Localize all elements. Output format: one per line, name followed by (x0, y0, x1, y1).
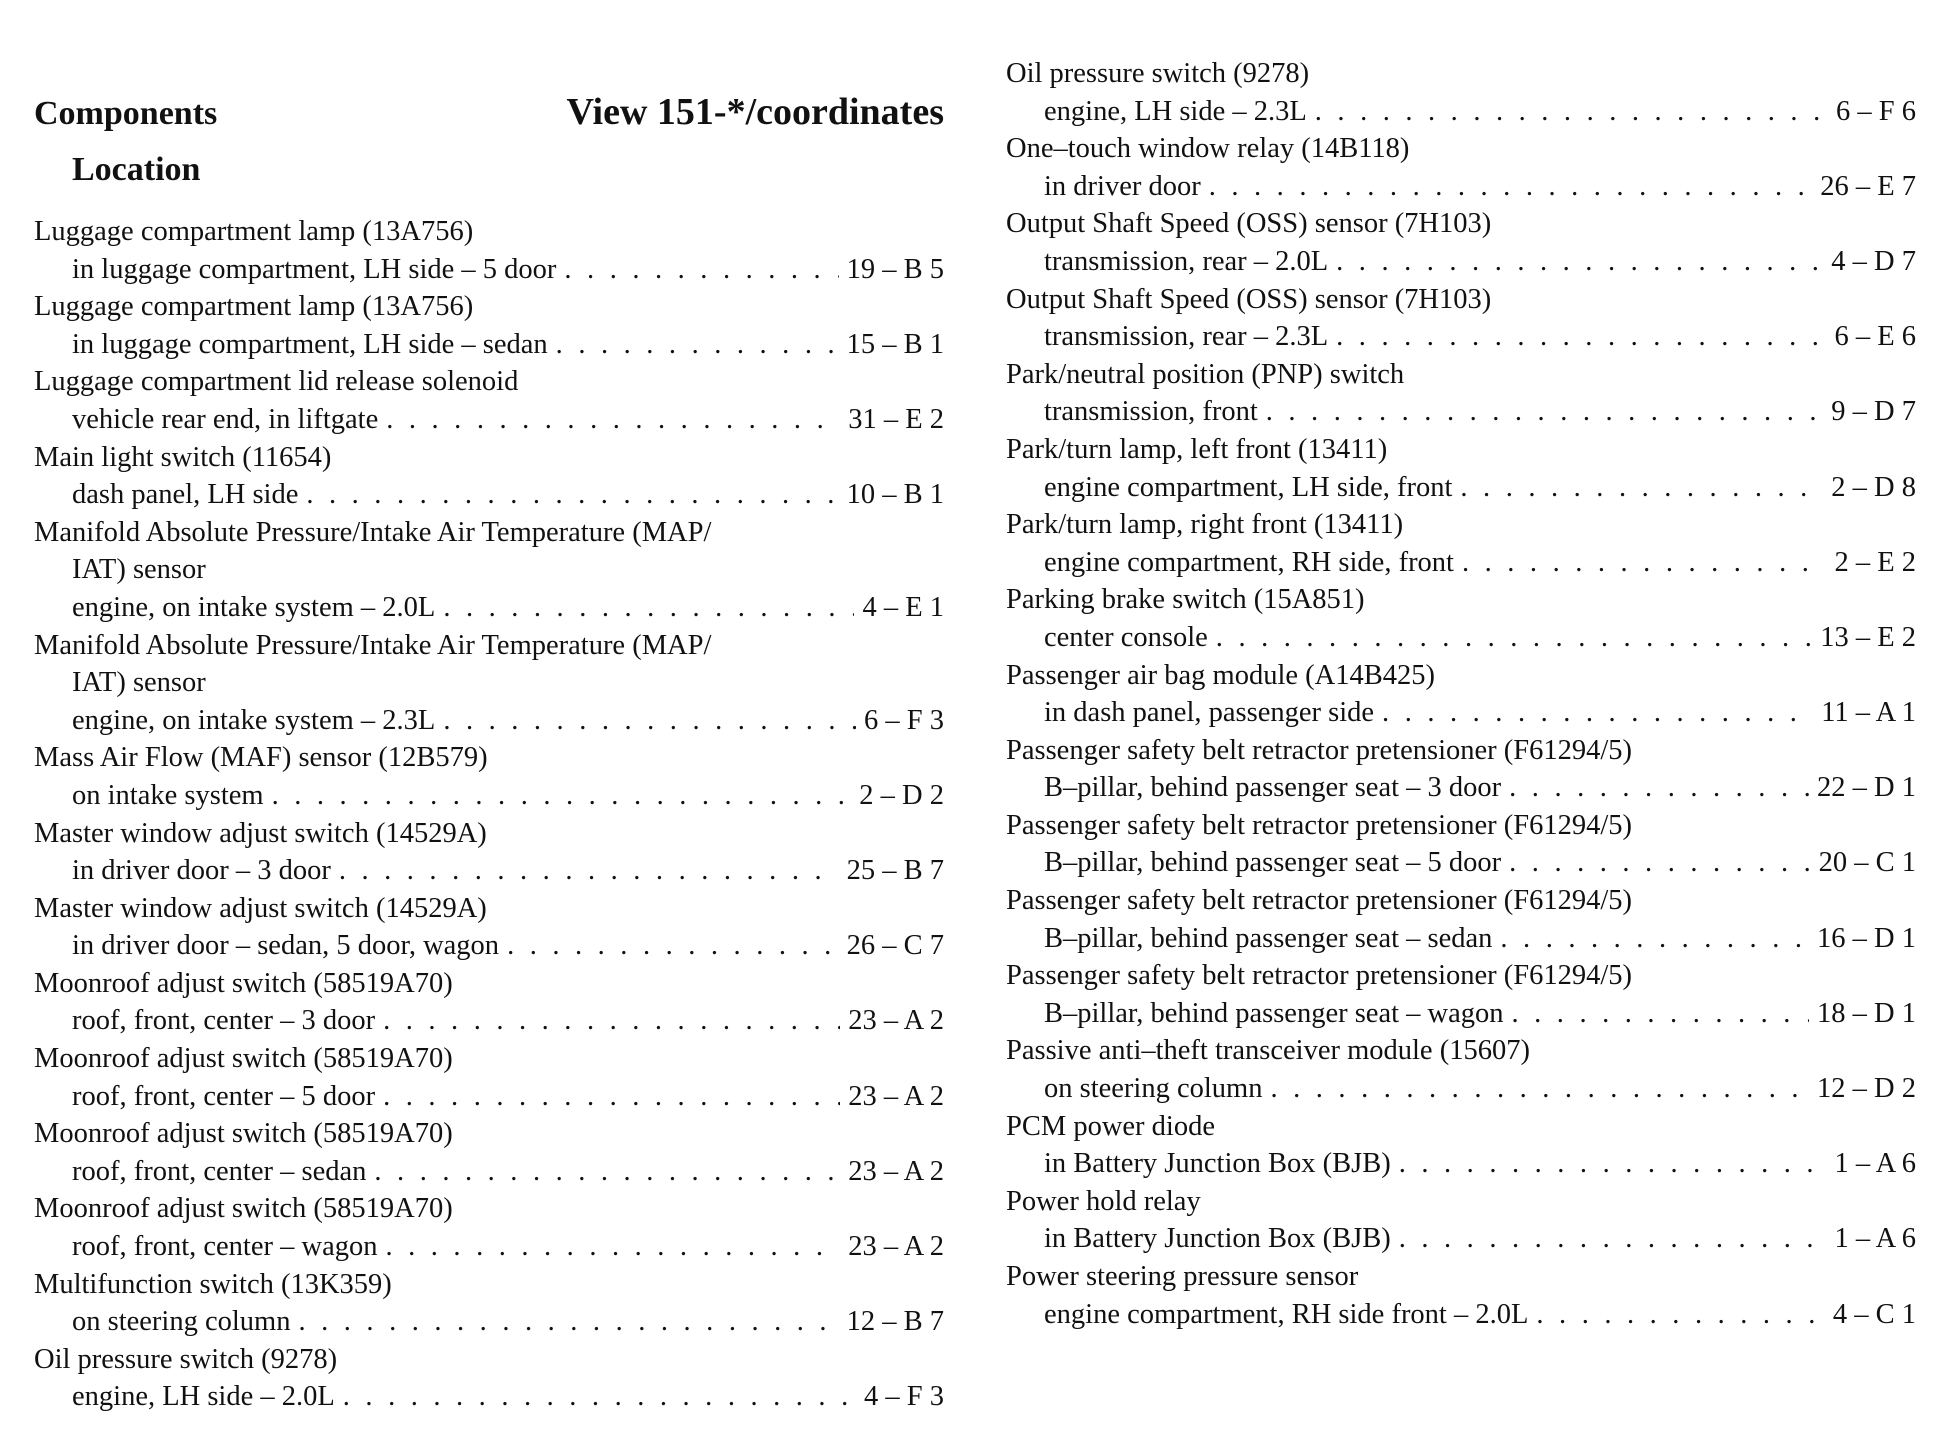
component-location: in luggage compartment, LH side – 5 door (72, 253, 557, 285)
component-entry (34, 1190, 944, 1265)
location-line (34, 852, 944, 890)
location-line (34, 1378, 944, 1416)
location-line (34, 1078, 944, 1116)
component-title: Moonroof adjust switch (58519A70) (34, 967, 453, 999)
component-title: Main light switch (11654) (34, 441, 332, 473)
component-location: in Battery Junction Box (BJB) (1044, 1148, 1391, 1180)
dot-leader (383, 1078, 840, 1116)
view-coordinates-heading: View 151-*/coordinates (566, 91, 944, 133)
location-line (34, 927, 944, 965)
component-title: Output Shaft Speed (OSS) sensor (7H103) (1006, 208, 1492, 240)
component-entry (1006, 1258, 1916, 1333)
component-location: roof, front, center – wagon (72, 1231, 378, 1263)
location-line (34, 1153, 944, 1191)
view-coordinate: 2 – D 2 (859, 779, 944, 811)
component-title: Oil pressure switch (9278) (1006, 58, 1310, 89)
view-coordinate: 2 – D 8 (1831, 471, 1916, 503)
component-location: center console (1044, 621, 1208, 653)
component-location: engine, LH side – 2.3L (1044, 95, 1307, 127)
location-line (34, 589, 944, 627)
component-title: Power steering pressure sensor (1006, 1261, 1359, 1292)
component-entry (34, 739, 944, 814)
component-title: Passenger safety belt retractor pretensioner (F61294/5) (1006, 809, 1632, 841)
dot-leader (383, 1002, 840, 1040)
dot-leader (1399, 1145, 1827, 1183)
dot-leader (1399, 1220, 1827, 1258)
component-entry (34, 1115, 944, 1190)
view-coordinate: 1 – A 6 (1834, 1223, 1916, 1255)
view-coordinate: 23 – A 2 (848, 1155, 944, 1187)
component-title: Power hold relay (1006, 1185, 1201, 1217)
view-coordinate: 6 – E 6 (1834, 321, 1916, 353)
view-coordinate: 4 – D 7 (1831, 245, 1916, 277)
component-location: in driver door (1044, 170, 1201, 202)
location-line (1006, 1145, 1916, 1183)
view-coordinate: 22 – D 1 (1817, 772, 1916, 804)
component-title: Moonroof adjust switch (58519A70) (34, 1043, 453, 1075)
view-coordinate: 2 – E 2 (1834, 546, 1916, 578)
location-line (1006, 1296, 1916, 1334)
component-title: Passenger safety belt retractor pretensioner (F61294/5) (1006, 960, 1632, 992)
dot-leader (374, 1153, 840, 1191)
components-heading: Components (34, 95, 218, 132)
dot-leader (564, 251, 838, 289)
component-location: engine compartment, RH side front – 2.0L (1044, 1298, 1529, 1330)
component-location: on steering column (72, 1306, 291, 1338)
view-coordinate: 1 – A 6 (1834, 1148, 1916, 1180)
view-coordinate: 23 – A 2 (848, 1231, 944, 1263)
component-entry (34, 1266, 944, 1341)
location-line (34, 401, 944, 439)
component-entry (1006, 1183, 1916, 1258)
dot-leader (1536, 1296, 1824, 1334)
view-coordinate: 6 – F 3 (864, 704, 944, 736)
component-title: Manifold Absolute Pressure/Intake Air Temperature (MAP/ (34, 516, 712, 548)
dot-leader (385, 1228, 840, 1266)
component-entry (34, 213, 944, 288)
component-title-continuation: IAT) sensor (72, 667, 206, 699)
location-line (34, 1303, 944, 1341)
component-title: Passenger safety belt retractor pretensioner (F61294/5) (1006, 734, 1632, 766)
location-heading: Location (72, 151, 201, 188)
component-entry (1006, 807, 1916, 882)
component-entry (1006, 1108, 1916, 1183)
component-location: roof, front, center – sedan (72, 1155, 367, 1187)
dot-leader (298, 1303, 838, 1341)
component-location: in luggage compartment, LH side – sedan (72, 328, 548, 360)
view-coordinate: 12 – B 7 (846, 1306, 944, 1338)
location-line (1006, 920, 1916, 958)
component-title: One–touch window relay (14B118) (1006, 133, 1410, 165)
location-line (1006, 544, 1916, 582)
component-title: Output Shaft Speed (OSS) sensor (7H103) (1006, 283, 1492, 315)
dot-leader (1512, 995, 1810, 1033)
component-entry (1006, 957, 1916, 1032)
dot-leader (556, 326, 839, 364)
component-entry (1006, 1032, 1916, 1107)
location-line (34, 476, 944, 514)
component-title: Passenger safety belt retractor pretensioner (F61294/5) (1006, 885, 1632, 917)
component-entry (1006, 130, 1916, 205)
dot-leader (443, 589, 854, 627)
component-title: Oil pressure switch (9278) (34, 1343, 338, 1375)
component-location: B–pillar, behind passenger seat – 5 door (1044, 847, 1502, 879)
component-location: dash panel, LH side (72, 479, 299, 511)
component-entry (1006, 882, 1916, 957)
view-coordinate: 23 – A 2 (848, 1080, 944, 1112)
location-line (1006, 694, 1916, 732)
component-title: Multifunction switch (13K359) (34, 1268, 392, 1300)
view-coordinate: 19 – B 5 (846, 253, 944, 285)
dot-leader (1460, 469, 1823, 507)
dot-leader (1500, 920, 1809, 958)
dot-leader (272, 777, 852, 815)
dot-leader (1509, 844, 1810, 882)
view-coordinate: 13 – E 2 (1820, 621, 1916, 653)
component-location: on intake system (72, 779, 264, 811)
component-location: transmission, rear – 2.0L (1044, 245, 1329, 277)
component-location: engine compartment, LH side, front (1044, 471, 1453, 503)
location-line (1006, 469, 1916, 507)
dot-leader (306, 476, 838, 514)
location-line (34, 1002, 944, 1040)
view-coordinate: 9 – D 7 (1831, 396, 1916, 428)
component-location: transmission, front (1044, 396, 1258, 428)
component-location: B–pillar, behind passenger seat – 3 door (1044, 772, 1502, 804)
component-title: Luggage compartment lamp (13A756) (34, 291, 474, 323)
component-location: transmission, rear – 2.3L (1044, 321, 1329, 353)
component-entry (34, 439, 944, 514)
location-line (1006, 769, 1916, 807)
location-line (1006, 844, 1916, 882)
component-location: engine, on intake system – 2.3L (72, 704, 436, 736)
view-coordinate: 16 – D 1 (1817, 922, 1916, 954)
component-location: on steering column (1044, 1073, 1263, 1105)
dot-leader (1509, 769, 1809, 807)
view-coordinate: 6 – F 6 (1836, 95, 1916, 127)
component-entry (34, 1341, 944, 1416)
view-coordinate: 12 – D 2 (1817, 1073, 1916, 1105)
component-title-continuation: IAT) sensor (72, 554, 206, 586)
location-line (1006, 93, 1916, 131)
dot-leader (1270, 1070, 1809, 1108)
view-coordinate: 31 – E 2 (848, 403, 944, 435)
component-entry (1006, 506, 1916, 581)
component-title: Park/turn lamp, right front (13411) (1006, 509, 1404, 541)
location-line (1006, 619, 1916, 657)
component-title: Manifold Absolute Pressure/Intake Air Temperature (MAP/ (34, 629, 712, 661)
location-line (34, 777, 944, 815)
component-entry (34, 288, 944, 363)
component-location: vehicle rear end, in liftgate (72, 403, 379, 435)
view-coordinate: 26 – E 7 (1820, 170, 1916, 202)
component-location: engine, LH side – 2.0L (72, 1381, 335, 1413)
component-entry (1006, 732, 1916, 807)
dot-leader (1209, 168, 1812, 206)
component-entry (1006, 581, 1916, 656)
component-title: Moonroof adjust switch (58519A70) (34, 1118, 453, 1150)
view-coordinate: 23 – A 2 (848, 1005, 944, 1037)
location-line (34, 1228, 944, 1266)
component-title: Park/neutral position (PNP) switch (1006, 358, 1405, 390)
view-coordinate: 25 – B 7 (846, 855, 944, 887)
view-coordinate: 18 – D 1 (1817, 997, 1916, 1029)
left-entry-list (34, 213, 944, 1416)
component-entry (1006, 657, 1916, 732)
component-entry (1006, 356, 1916, 431)
component-entry (34, 1040, 944, 1115)
component-entry (34, 627, 944, 740)
location-line (1006, 393, 1916, 431)
component-title: Luggage compartment lid release solenoid (34, 366, 519, 398)
location-line (1006, 1070, 1916, 1108)
dot-leader (386, 401, 840, 439)
dot-leader (339, 852, 839, 890)
view-coordinate: 11 – A 1 (1821, 697, 1916, 729)
location-line (1006, 243, 1916, 281)
view-coordinate: 4 – C 1 (1832, 1298, 1916, 1330)
component-location: in driver door – sedan, 5 door, wagon (72, 930, 500, 962)
component-title: Luggage compartment lamp (13A756) (34, 216, 474, 247)
component-entry (34, 815, 944, 890)
component-title: Master window adjust switch (14529A) (34, 892, 487, 924)
location-line (34, 702, 944, 740)
component-location: in driver door – 3 door (72, 855, 331, 887)
component-entry (34, 514, 944, 627)
component-location: engine compartment, RH side, front (1044, 546, 1454, 578)
dot-leader (1216, 619, 1812, 657)
component-entry (1006, 55, 1916, 130)
location-line (1006, 168, 1916, 206)
dot-leader (507, 927, 839, 965)
component-title: PCM power diode (1006, 1110, 1215, 1142)
component-title: Passive anti–theft transceiver module (15607) (1006, 1035, 1530, 1067)
location-line (1006, 318, 1916, 356)
component-location: roof, front, center – 3 door (72, 1005, 376, 1037)
view-coordinate: 15 – B 1 (846, 328, 944, 360)
component-location: B–pillar, behind passenger seat – sedan (1044, 922, 1493, 954)
component-location: roof, front, center – 5 door (72, 1080, 376, 1112)
component-entry (34, 890, 944, 965)
right-entry-list (1006, 55, 1916, 1333)
component-entry (1006, 205, 1916, 280)
dot-leader (443, 702, 856, 740)
view-coordinate: 20 – C 1 (1818, 847, 1916, 879)
component-title: Park/turn lamp, left front (13411) (1006, 433, 1388, 465)
component-location: engine, on intake system – 2.0L (72, 591, 436, 623)
dot-leader (1462, 544, 1826, 582)
dot-leader (1315, 93, 1828, 131)
component-title: Passenger air bag module (A14B425) (1006, 659, 1435, 691)
location-line (34, 251, 944, 289)
component-title: Mass Air Flow (MAF) sensor (12B579) (34, 742, 488, 774)
location-line (1006, 1220, 1916, 1258)
dot-leader (1266, 393, 1824, 431)
view-coordinate: 26 – C 7 (846, 930, 944, 962)
view-coordinate: 4 – E 1 (862, 591, 944, 623)
dot-leader (343, 1378, 856, 1416)
dot-leader (1382, 694, 1813, 732)
view-coordinate: 10 – B 1 (846, 479, 944, 511)
component-location: B–pillar, behind passenger seat – wagon (1044, 997, 1504, 1029)
view-coordinate: 4 – F 3 (864, 1381, 944, 1413)
component-location: in dash panel, passenger side (1044, 697, 1375, 729)
component-entry (1006, 431, 1916, 506)
dot-leader (1336, 318, 1826, 356)
component-entry (1006, 281, 1916, 356)
component-entry (34, 363, 944, 438)
component-title: Moonroof adjust switch (58519A70) (34, 1193, 453, 1225)
component-title: Master window adjust switch (14529A) (34, 817, 487, 849)
component-location: in Battery Junction Box (BJB) (1044, 1223, 1391, 1255)
location-line (34, 326, 944, 364)
component-title: Parking brake switch (15A851) (1006, 584, 1365, 616)
dot-leader (1336, 243, 1823, 281)
component-entry (34, 965, 944, 1040)
location-line (1006, 995, 1916, 1033)
